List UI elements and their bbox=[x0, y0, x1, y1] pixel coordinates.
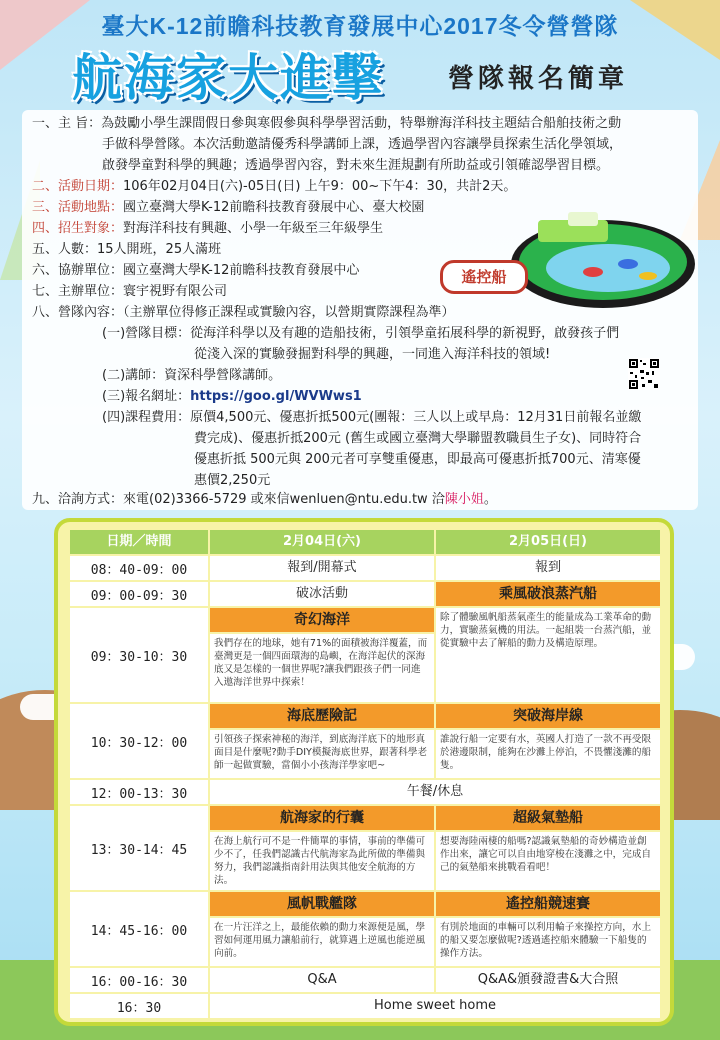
topic-title: 奇幻海洋 bbox=[209, 607, 435, 633]
topic-title: 超級氣墊船 bbox=[435, 805, 661, 831]
table-row bbox=[69, 967, 661, 993]
table-row bbox=[69, 779, 661, 805]
rc-boat-illustration bbox=[508, 202, 698, 312]
topic-description: 想要海陸兩棲的船嗎?認識氣墊船的奇妙構造並創作出來，讓它可以自由地穿梭在淺灘之中，完成自己的氣墊船來挑戰看看吧！ bbox=[435, 831, 661, 891]
table-row bbox=[69, 891, 661, 917]
table-row bbox=[69, 555, 661, 581]
topic-title: 海底歷險記 bbox=[209, 703, 435, 729]
info-co-org: 六、協辦單位：國立臺灣大學K-12前瞻科技教育發展中心 bbox=[32, 263, 360, 278]
info-target-label: 四、招生對象： bbox=[32, 221, 124, 236]
topic-title: 風帆戰艦隊 bbox=[209, 891, 435, 917]
schedule-table bbox=[68, 528, 662, 1020]
info-goal: 從淺入深的實驗發掘對科學的興趣，一同進入海洋科技的領域! bbox=[194, 347, 551, 362]
info-purpose-line: 一、主 旨：為鼓勵小學生課間假日參與寒假參與科學學習活動，特舉辦海洋科技主題結合船舶技術之動 bbox=[32, 116, 622, 131]
info-content: 八、營隊內容：（主辦單位得修正課程或實驗內容，以營期實際課程為準） bbox=[32, 305, 455, 320]
info-place-label: 三、活動地點： bbox=[32, 200, 124, 215]
info-fee: 惠價2,250元 bbox=[194, 473, 271, 488]
info-fee: 費完成)、優惠折抵200元 (舊生或國立臺灣大學聯盟教職員生子女)、同時符合 bbox=[194, 431, 642, 446]
info-target-value: 對海洋科技有興趣、小學一年級至三年級學生 bbox=[123, 221, 384, 236]
time-cell: 09：30-10：30 bbox=[69, 607, 209, 703]
activity-cell: Q&A bbox=[209, 967, 435, 993]
signup-link[interactable]: https://goo.gl/WVWws1 bbox=[190, 389, 362, 404]
info-date-value: 106年02月04日(六)-05日(日) 上午9：00~下午4：30，共計2天。 bbox=[123, 179, 517, 194]
topic-description: 有別於地面的車輛可以利用輪子來操控方向，水上的船又要怎麼做呢?透過遙控船來體驗一下船隻的操作方法。 bbox=[435, 917, 661, 967]
info-fee: (四)課程費用：原價4,500元、優惠折抵500元(團報：三人以上或早鳥：12月31日前報名並繳 bbox=[102, 410, 642, 425]
info-purpose-line: 啟發學童對科學的興趣；透過學習內容，對未來生涯規劃有所助益或引領確認學習目標。 bbox=[102, 158, 610, 173]
info-contact bbox=[32, 490, 688, 511]
time-cell: 13：30-14：45 bbox=[69, 805, 209, 891]
topic-title: 遙控船競速賽 bbox=[435, 891, 661, 917]
activity-cell: 破冰活動 bbox=[209, 581, 435, 607]
table-row bbox=[69, 703, 661, 729]
info-goal: (一)營隊目標：從海洋科學以及有趣的造船技術，引領學童拓展科學的新視野，啟發孩子們 bbox=[102, 326, 620, 341]
time-cell: 09：00-09：30 bbox=[69, 581, 209, 607]
time-cell: 08：40-09：00 bbox=[69, 555, 209, 581]
info-panel bbox=[22, 110, 698, 510]
info-signup-label: (三)報名網址： bbox=[102, 389, 191, 404]
topic-title: 突破海岸線 bbox=[435, 703, 661, 729]
time-cell: 14：45-16：00 bbox=[69, 891, 209, 967]
time-cell: 16：00-16：30 bbox=[69, 967, 209, 993]
schedule-header-row bbox=[69, 529, 661, 555]
table-row bbox=[69, 581, 661, 607]
table-row bbox=[69, 607, 661, 633]
main-title: 航海家大進擊 bbox=[72, 49, 384, 107]
info-date bbox=[32, 177, 688, 198]
table-row bbox=[69, 993, 661, 1019]
time-cell: 12：00-13：30 bbox=[69, 779, 209, 805]
closing-cell: Home sweet home bbox=[209, 993, 661, 1019]
topic-title: 航海家的行囊 bbox=[209, 805, 435, 831]
header-time: 日期／時間 bbox=[69, 529, 209, 555]
header-day2: 2月05日(日) bbox=[435, 529, 661, 555]
info-contact-text: 九、洽詢方式：來電(02)3366-5729 或來信wenluen@ntu.edu.tw 洽 bbox=[32, 492, 445, 507]
header-day1: 2月04日(六) bbox=[209, 529, 435, 555]
info-people: 五、人數：15人開班，25人滿班 bbox=[32, 242, 222, 257]
qr-code-icon[interactable] bbox=[628, 358, 660, 390]
topic-description: 除了體驗風帆船蒸氣產生的能量成為工業革命的動力，實驗蒸氣機的用法。一起組裝一台蒸汽船，並從實驗中去了解船的動力及構造原理。 bbox=[435, 607, 661, 703]
time-cell: 10：30-12：00 bbox=[69, 703, 209, 779]
info-host: 七、主辦單位：寰宇視野有限公司 bbox=[32, 284, 228, 299]
info-teacher: (二)講師：資深科學營隊講師。 bbox=[102, 368, 282, 383]
topic-description: 在海上航行可不是一件簡單的事情，事前的準備可少不了，任我們認識古代航海家為此所做的準備與努力，我們認識指南針用法與其他安全航海的方法。 bbox=[209, 831, 435, 891]
info-place-value: 國立臺灣大學K-12前瞻科技教育發展中心、臺大校園 bbox=[123, 200, 425, 215]
table-row bbox=[69, 805, 661, 831]
info-contact-end: 。 bbox=[483, 492, 497, 507]
topic-description: 在一片汪洋之上，最能依賴的動力來源便是風，學習如何運用風力讓船前行，就算遇上逆風也能逆風向前。 bbox=[209, 917, 435, 967]
topic-title: 乘風破浪蒸汽船 bbox=[435, 581, 661, 607]
info-fee: 優惠折抵 500元與 200元者可享雙重優惠，即最高可優惠折抵700元、清寒優 bbox=[194, 452, 641, 467]
rc-boat-label: 遙控船 bbox=[440, 260, 528, 294]
top-title: 臺大K-12前瞻科技教育發展中心2017冬令營營隊 bbox=[101, 13, 619, 39]
info-date-label: 二、活動日期： bbox=[32, 179, 124, 194]
info-signup bbox=[102, 387, 688, 408]
schedule-panel bbox=[54, 518, 674, 1026]
info-contact-name: 陳小姐 bbox=[444, 492, 484, 507]
sub-title: 營隊報名簡章 bbox=[448, 64, 629, 94]
activity-cell: 報到/開幕式 bbox=[209, 555, 435, 581]
lunch-cell: 午餐/休息 bbox=[209, 779, 661, 805]
info-purpose-line: 手做科學營隊。本次活動邀請優秀科學講師上課，透過學習內容讓學員探索生活化學領域， bbox=[102, 137, 623, 152]
time-cell: 16：30 bbox=[69, 993, 209, 1019]
activity-cell: 報到 bbox=[435, 555, 661, 581]
topic-description: 我們存在的地球，她有71%的面積被海洋覆蓋，而臺灣更是一個四面環海的島嶼，在海洋起伏的深海底又是怎樣的一個世界呢?讓我們跟孩子們一同進入遨海洋世界中探索！ bbox=[209, 633, 435, 703]
activity-cell: Q&A&頒發證書&大合照 bbox=[435, 967, 661, 993]
topic-description: 引領孩子探索神秘的海洋，到底海洋底下的地形真面目是什麼呢?動手DIY模擬海底世界，跟著科學老師一起做實驗，當個小小孩海洋學家吧~ bbox=[209, 729, 435, 779]
topic-description: 誰說行船一定要有水，英國人打造了一款不再受限於港邊限制，能夠在沙灘上停泊，不畏懼淺灘的船隻。 bbox=[435, 729, 661, 779]
